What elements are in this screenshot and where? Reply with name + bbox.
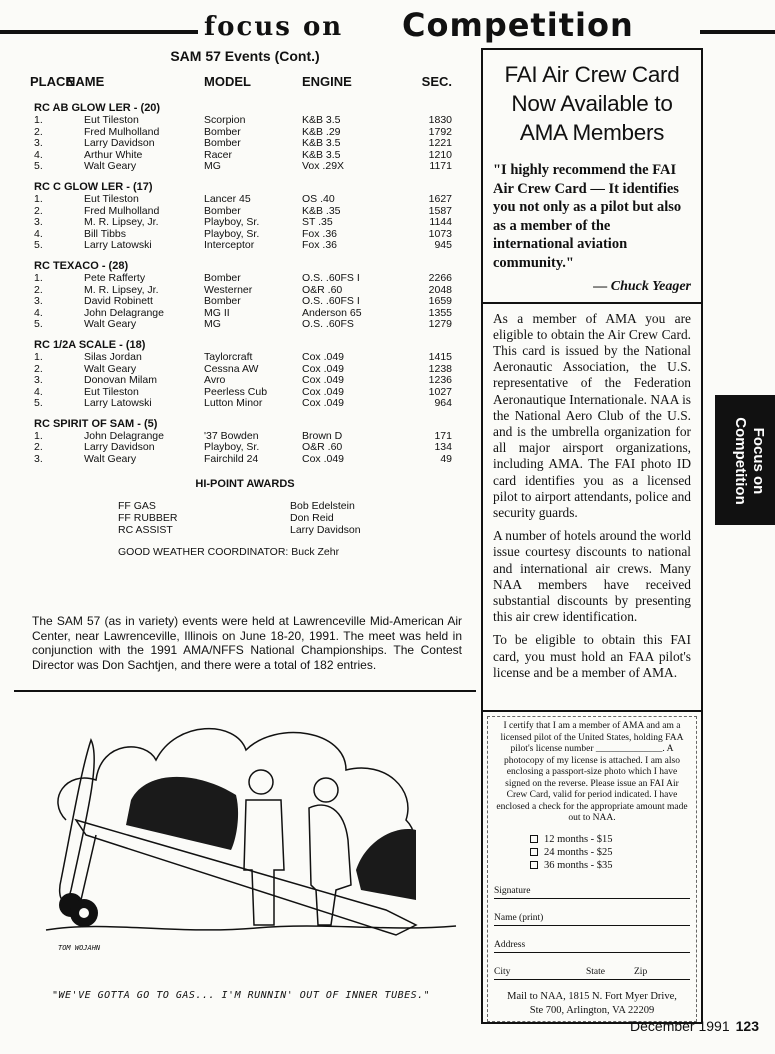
table-row xyxy=(14,398,476,410)
cell-model: Bomber xyxy=(204,204,241,217)
cell-engine: O.S. .60FS xyxy=(302,318,354,331)
cell-model: Cessna AW xyxy=(204,362,259,375)
col-name: NAME xyxy=(66,74,105,89)
cell-model: Playboy, Sr. xyxy=(204,216,260,229)
page-footer xyxy=(630,1018,759,1034)
table-row xyxy=(14,240,476,252)
signature-label: Signature xyxy=(494,885,531,896)
cell-name: Arthur White xyxy=(84,148,143,161)
plane-tail xyxy=(356,829,416,900)
cell-name: Fred Mulholland xyxy=(84,125,160,138)
event-title: RC AB GLOW LER - (20) xyxy=(34,102,161,114)
table-row xyxy=(14,296,476,308)
cell-model: Scorpion xyxy=(204,114,246,126)
box-paragraph: To be eligible to obtain this FAI card, you must hold an FAA pilot's license and be a member of AMA. xyxy=(493,632,691,680)
cell-name: Fred Mulholland xyxy=(84,204,160,217)
award-category: FF GAS xyxy=(118,499,156,512)
cell-seconds: 1587 xyxy=(428,204,452,217)
cell-engine: Anderson 65 xyxy=(302,306,362,319)
event-block xyxy=(14,102,476,173)
cell-name: Eut Tileston xyxy=(84,192,139,205)
cell-place: 1. xyxy=(34,192,43,205)
cell-seconds: 1792 xyxy=(428,125,452,138)
award-row xyxy=(14,512,476,524)
divider xyxy=(14,690,476,692)
cell-seconds: 1236 xyxy=(428,374,452,387)
cell-engine: Cox .049 xyxy=(302,362,345,375)
cell-seconds: 1027 xyxy=(428,385,452,398)
table-row xyxy=(14,273,476,285)
side-tab-text xyxy=(731,403,767,519)
event-title: RC SPIRIT OF SAM - (5) xyxy=(34,417,158,430)
event-summary: The SAM 57 (as in variety) events were held at Lawrenceville Mid-American Air Center, near Lawrenceville, Illinois on June 18-20, 1991. The meet was held in conjunction with the 1991 AMA/NFFS National Championships. The Contest Director was Don Sachtjen, and there were a total of 182 entries. xyxy=(32,614,462,672)
cell-model: Racer xyxy=(204,148,233,161)
cell-model: Lutton Minor xyxy=(204,397,263,410)
box-title xyxy=(493,60,691,147)
cell-model: Taylorcraft xyxy=(204,350,253,363)
table-row xyxy=(14,352,476,364)
cell-place: 4. xyxy=(34,148,43,161)
event-title: RC TEXACO - (28) xyxy=(34,259,129,272)
table-row xyxy=(14,454,476,466)
name-field[interactable] xyxy=(494,913,690,926)
form-coupon xyxy=(487,716,697,1022)
col-place: PLACE xyxy=(30,74,75,89)
event-block xyxy=(14,339,476,410)
person-right-body xyxy=(309,805,351,925)
cell-name: Bill Tibbs xyxy=(84,227,127,240)
cell-engine: Cox .049 xyxy=(302,350,345,363)
cell-model: Playboy, Sr. xyxy=(204,227,260,240)
table-row xyxy=(14,319,476,331)
cell-name: Walt Geary xyxy=(84,160,137,173)
cell-place: 3. xyxy=(34,453,43,466)
cell-engine: O&R .60 xyxy=(302,283,343,296)
address-field[interactable] xyxy=(494,940,690,953)
award-row xyxy=(14,500,476,512)
cell-place: 1. xyxy=(34,114,43,126)
issue-date: December 1991 xyxy=(630,1018,730,1034)
results-section xyxy=(14,48,476,558)
table-row xyxy=(14,375,476,387)
cell-engine: K&B .35 xyxy=(302,204,341,217)
cell-engine: OS .40 xyxy=(302,192,335,205)
cell-seconds: 2266 xyxy=(428,271,452,284)
cell-seconds: 134 xyxy=(434,441,452,454)
section-side-tab xyxy=(715,395,775,525)
box-title-line: AMA Members xyxy=(519,120,665,145)
event-block xyxy=(14,260,476,331)
cartoon-caption: "WE'VE GOTTA GO TO GAS... I'M RUNNIN' OUT OF INNER TUBES." xyxy=(52,990,431,1001)
cell-name: Larry Davidson xyxy=(84,137,155,150)
col-sec: SEC. xyxy=(421,74,452,89)
cell-model: Playboy, Sr. xyxy=(204,441,260,454)
person-left-body xyxy=(244,800,284,925)
award-winner: Bob Edelstein xyxy=(290,499,355,512)
cell-seconds: 49 xyxy=(440,453,452,466)
cell-engine: Cox .049 xyxy=(302,385,345,398)
event-list xyxy=(14,102,476,466)
cell-place: 5. xyxy=(34,318,43,331)
award-category: FF RUBBER xyxy=(118,511,178,524)
cell-name: Larry Latowski xyxy=(84,239,152,252)
cell-model: Lancer 45 xyxy=(204,192,251,205)
cell-name: John Delagrange xyxy=(84,429,164,442)
cell-model: Interceptor xyxy=(204,239,255,252)
cell-place: 5. xyxy=(34,160,43,173)
header-rule-left xyxy=(0,30,210,34)
cell-engine: O&R .60 xyxy=(302,441,343,454)
cell-engine: Cox .049 xyxy=(302,397,345,410)
cell-name: Eut Tileston xyxy=(84,385,139,398)
cell-place: 4. xyxy=(34,306,43,319)
award-category: RC ASSIST xyxy=(118,523,173,536)
cell-model: Bomber xyxy=(204,125,241,138)
cell-seconds: 1415 xyxy=(428,350,452,363)
cell-name: Larry Davidson xyxy=(84,441,155,454)
box-title-line: Now Available to xyxy=(511,91,673,116)
cell-name: Pete Rafferty xyxy=(84,271,146,284)
cell-engine: K&B 3.5 xyxy=(302,148,341,161)
cell-place: 2. xyxy=(34,204,43,217)
cell-seconds: 1210 xyxy=(428,148,452,161)
cell-model: Westerner xyxy=(204,283,253,296)
award-row xyxy=(14,524,476,536)
city-state-zip-field[interactable] xyxy=(494,967,690,980)
table-row xyxy=(14,115,476,127)
award-winner: Don Reid xyxy=(290,511,334,524)
option-label: 24 months - $25 xyxy=(544,846,613,858)
cell-name: David Robinett xyxy=(84,295,153,308)
cell-place: 2. xyxy=(34,362,43,375)
cell-engine: Vox .29X xyxy=(302,160,345,173)
cell-place: 4. xyxy=(34,385,43,398)
option-36-months[interactable] xyxy=(530,859,690,872)
cell-seconds: 1659 xyxy=(428,295,452,308)
cell-place: 1. xyxy=(34,429,43,442)
cell-seconds: 1279 xyxy=(428,318,452,331)
duration-options xyxy=(530,833,690,872)
cell-place: 1. xyxy=(34,271,43,284)
cell-seconds: 964 xyxy=(434,397,452,410)
cell-engine: O.S. .60FS I xyxy=(302,271,360,284)
cartoon-illustration xyxy=(26,700,476,1020)
checkbox-icon[interactable] xyxy=(530,835,538,843)
cell-seconds: 1627 xyxy=(428,192,452,205)
cell-model: Peerless Cub xyxy=(204,385,268,398)
cartoon-artist: TOM WOJAHN xyxy=(58,944,101,952)
air-crew-card-box xyxy=(481,48,703,1024)
cell-model: Bomber xyxy=(204,271,241,284)
wheel-strut xyxy=(81,835,96,900)
cell-engine: Brown D xyxy=(302,429,343,442)
cell-name: Walt Geary xyxy=(84,318,137,331)
cell-seconds: 1830 xyxy=(428,114,452,126)
page-number: 123 xyxy=(735,1018,759,1034)
cell-model: MG II xyxy=(204,306,230,319)
cell-seconds: 1073 xyxy=(428,227,452,240)
yeager-quote: "I highly recommend the FAI Air Crew Card — It identifies you not only as a pilot but also as a member of the international aviation community." xyxy=(493,162,682,271)
col-engine: ENGINE xyxy=(302,74,352,89)
cell-name: Larry Latowski xyxy=(84,397,152,410)
name-label: Name (print) xyxy=(494,912,544,923)
cell-engine: Cox .049 xyxy=(302,453,345,466)
signature-field[interactable] xyxy=(494,886,690,899)
cell-place: 2. xyxy=(34,441,43,454)
cell-model: MG xyxy=(204,160,221,173)
box-paragraph: A number of hotels around the world issue courtesy discounts to national and international air crews. Many NAA members have received substantial discounts by presenting this air crew identification. xyxy=(493,528,691,625)
cell-name: Silas Jordan xyxy=(84,350,142,363)
cell-seconds: 1238 xyxy=(428,362,452,375)
event-block xyxy=(14,181,476,252)
section-header xyxy=(0,8,775,42)
cell-model: '37 Bowden xyxy=(204,429,259,442)
mail-line: Mail to NAA, 1815 N. Fort Myer Drive, xyxy=(507,990,677,1002)
header-focus-on: focus on xyxy=(198,12,349,42)
cell-model: MG xyxy=(204,318,221,331)
cell-place: 2. xyxy=(34,283,43,296)
table-row xyxy=(14,217,476,229)
mail-line: Ste 700, Arlington, VA 22209 xyxy=(529,1004,655,1016)
cell-seconds: 2048 xyxy=(428,283,452,296)
box-paragraph: As a member of AMA you are eligible to obtain the Air Crew Card. This card is issued by the National Aeronautic Association, the U.S. representative of the Federation Aeronautique Internationale. NAA is the National Aero Club of the U.S. and is the umbrella organization for all major airsport organizations, including AMA. The FAI photo ID card identifies you as a licensed pilot to airport attendants, police and security guards. xyxy=(493,310,691,520)
event-block xyxy=(14,418,476,466)
application-form xyxy=(483,710,701,1026)
awards-list xyxy=(14,500,476,536)
cell-name: Donovan Milam xyxy=(84,374,157,387)
certify-text: I certify that I am a member of AMA and am a licensed pilot of the United States, holding FAA pilot's license number ______________. A photocopy of my license is attached. I am also enclosing a passport-size photo which I have signed on the reverse. Please issue an FAI Air Crew Card, valid for period indicated. I have enclosed a check for the appropriate amount made out to NAA. xyxy=(496,721,688,823)
award-winner: Larry Davidson xyxy=(290,523,361,536)
person-right-head xyxy=(314,778,338,802)
option-label: 36 months - $35 xyxy=(544,859,613,871)
cell-place: 1. xyxy=(34,350,43,363)
results-title: SAM 57 Events (Cont.) xyxy=(170,48,320,64)
cell-place: 3. xyxy=(34,295,43,308)
cell-seconds: 1355 xyxy=(428,306,452,319)
zip-label: Zip xyxy=(634,966,648,977)
cell-engine: K&B 3.5 xyxy=(302,137,341,150)
cell-engine: K&B .29 xyxy=(302,125,341,138)
cell-place: 3. xyxy=(34,137,43,150)
cell-model: Bomber xyxy=(204,137,241,150)
cell-name: M. R. Lipsey, Jr. xyxy=(84,283,159,296)
side-tab-line: Competition xyxy=(732,417,749,505)
cell-name: Eut Tileston xyxy=(84,114,139,126)
option-12-months[interactable] xyxy=(530,833,690,846)
event-title: RC C GLOW LER - (17) xyxy=(34,180,153,193)
cell-place: 3. xyxy=(34,374,43,387)
cell-engine: K&B 3.5 xyxy=(302,114,341,126)
cell-place: 2. xyxy=(34,125,43,138)
box-rule xyxy=(483,302,701,304)
cell-seconds: 1171 xyxy=(429,160,452,173)
header-competition: Competition xyxy=(396,6,640,44)
person-left-head xyxy=(249,770,273,794)
cell-name: Walt Geary xyxy=(84,453,137,466)
cell-seconds: 1144 xyxy=(429,216,452,229)
cell-model: Fairchild 24 xyxy=(204,453,259,466)
cell-seconds: 1221 xyxy=(428,137,452,150)
ground-line xyxy=(46,926,456,930)
address-label: Address xyxy=(494,939,526,950)
checkbox-icon[interactable] xyxy=(530,861,538,869)
cell-seconds: 171 xyxy=(434,429,452,442)
results-column-headers xyxy=(14,74,476,94)
cell-name: Walt Geary xyxy=(84,362,137,375)
coordinator: GOOD WEATHER COORDINATOR: Buck Zehr xyxy=(118,545,340,558)
cell-name: John Delagrange xyxy=(84,306,164,319)
city-label: City xyxy=(494,966,511,977)
table-row xyxy=(14,161,476,173)
table-row xyxy=(14,194,476,206)
cell-engine: O.S. .60FS I xyxy=(302,295,360,308)
state-label: State xyxy=(586,966,605,977)
cell-model: Bomber xyxy=(204,295,241,308)
side-tab-line: Focus on xyxy=(750,427,767,495)
option-24-months[interactable] xyxy=(530,846,690,859)
cell-place: 4. xyxy=(34,227,43,240)
cell-place: 5. xyxy=(34,239,43,252)
header-rule-right xyxy=(700,30,775,34)
col-model: MODEL xyxy=(204,74,251,89)
cell-engine: ST .35 xyxy=(302,216,333,229)
cell-place: 5. xyxy=(34,397,43,410)
event-title: RC 1/2A SCALE - (18) xyxy=(34,338,146,351)
quote-author: — Chuck Yeager xyxy=(593,279,691,294)
cell-name: M. R. Lipsey, Jr. xyxy=(84,216,159,229)
cell-model: Avro xyxy=(204,374,226,387)
checkbox-icon[interactable] xyxy=(530,848,538,856)
cell-place: 3. xyxy=(34,216,43,229)
cell-engine: Fox .36 xyxy=(302,227,338,240)
cell-engine: Fox .36 xyxy=(302,239,338,252)
awards-title: HI-POINT AWARDS xyxy=(195,477,295,490)
cell-engine: Cox .049 xyxy=(302,374,345,387)
cell-seconds: 945 xyxy=(434,239,452,252)
box-title-line: FAI Air Crew Card xyxy=(504,62,680,87)
option-label: 12 months - $15 xyxy=(544,833,613,845)
mail-address xyxy=(494,990,690,1018)
wheel-hub xyxy=(79,908,89,918)
